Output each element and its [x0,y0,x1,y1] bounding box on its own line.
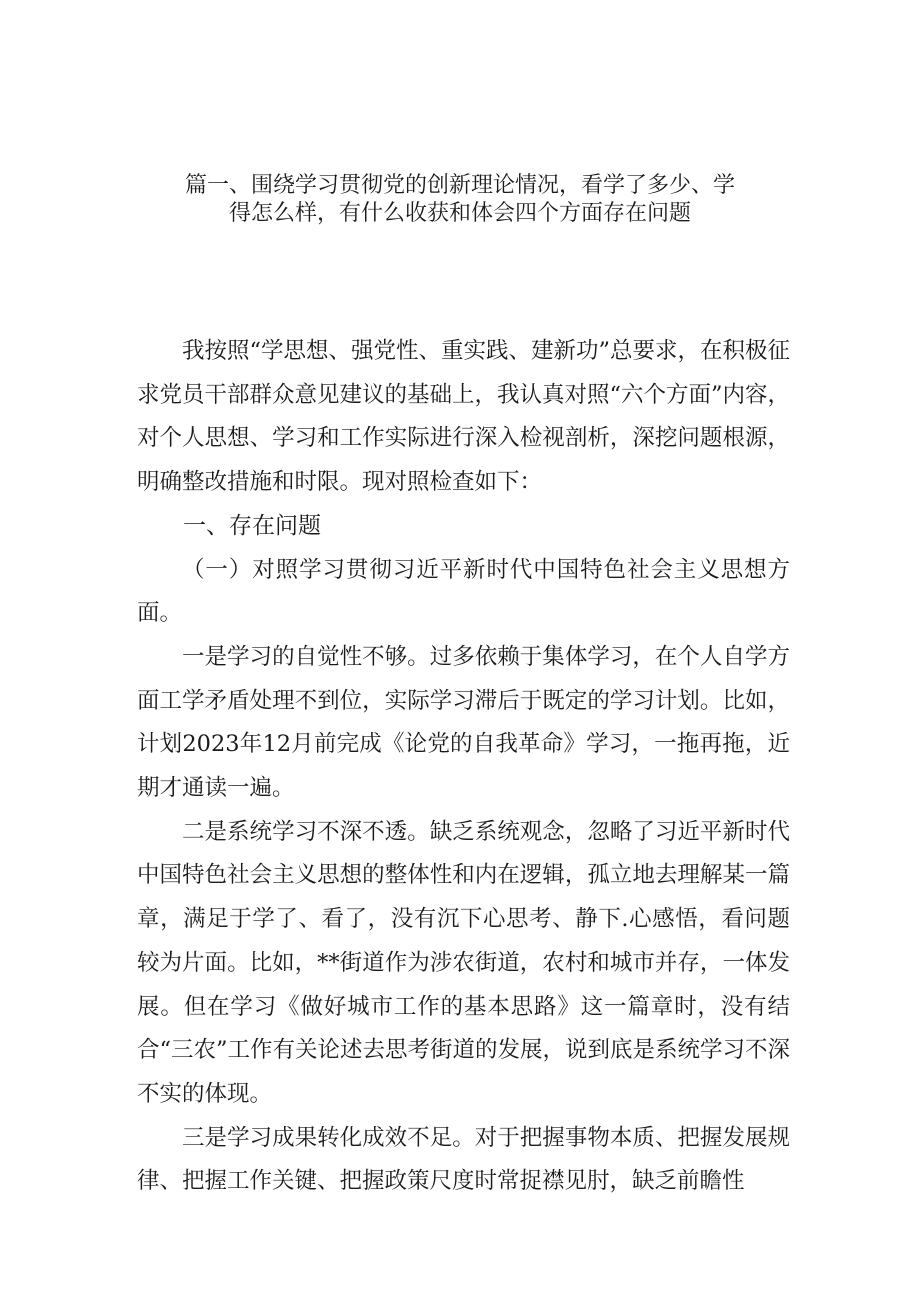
point-paragraph-1: 一是学习的自觉性不够。过多依赖于集体学习，在个人自学方面工学矛盾处理不到位，实际学习滞后于既定的学习计划。比如，计划2023年12月前完成《论党的自我革命》学习，一拖再拖，近期才通读一遍。 [137,643,790,802]
document-body [137,330,790,1204]
point-paragraph-2: 二是系统学习不深不透。缺乏系统观念，忽略了习近平新时代中国特色社会主义思想的整体性和内在逻辑，孤立地去理解某一篇章，满足于学了、看了，没有沉下心思考、静下.心感悟，看问题较为片面。比如，**街道作为涉农街道，农村和城市并存，一体发展。但在学习《做好城市工作的基本思路》这一篇章时，没有结合“三农”工作有关论述去思考街道的发展，说到底是系统学习不深不实的体现。 [137,818,791,1107]
intro-paragraph: 我按照“学思想、强党性、重实践、建新功”总要求，在积极征求党员干部群众意见建议的基础上，我认真对照“六个方面”内容，对个人思想、学习和工作实际进行深入检视剖析，深挖问题根源，明确整改措施和时限。现对照检查如下： [137,338,791,496]
document-title-line-1: 篇一、围绕学习贯彻党的创新理论情况，看学了多少、学 [184,173,735,198]
point-paragraph-3: 三是学习成果转化成效不足。对于把握事物本质、把握发展规律、把握工作关键、把握政策尺度时常捉襟见肘，缺乏前瞻性 [137,1124,790,1195]
subsection-heading: （一）对照学习贯彻习近平新时代中国特色社会主义思想方面。 [137,556,790,627]
section-heading-problems: 一、存在问题 [183,512,321,539]
document-title-line-2: 得怎么样，有什么收获和体会四个方面存在问题 [228,201,691,226]
